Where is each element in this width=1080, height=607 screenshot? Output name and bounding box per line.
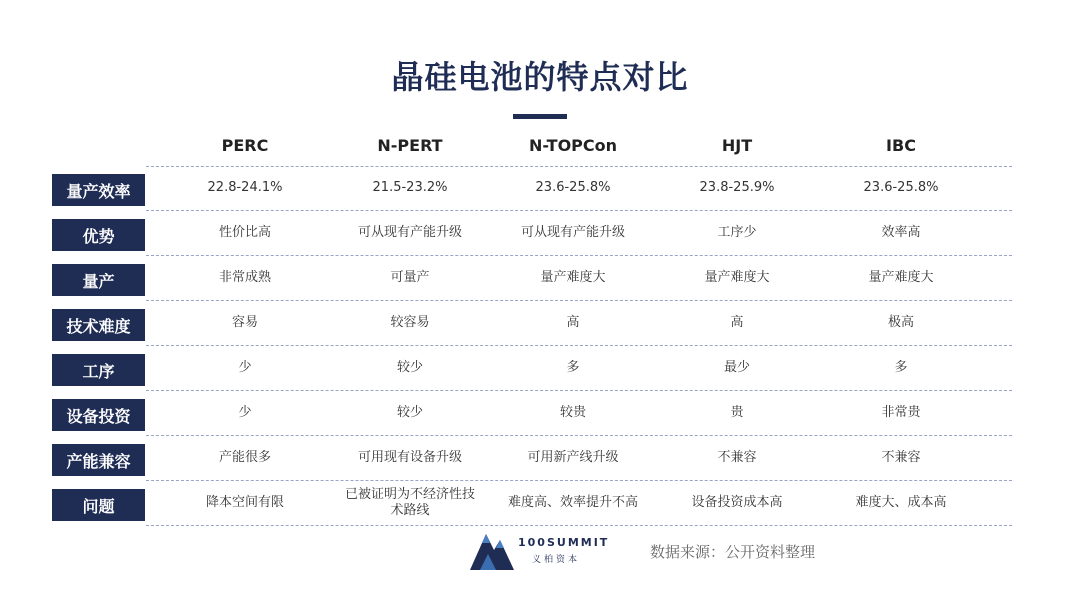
table-header xyxy=(0,136,1080,160)
table-cell: 最少 xyxy=(723,360,750,375)
table-cell: 23.6-25.8% xyxy=(535,180,611,195)
table-cell: 非常成熟 xyxy=(218,270,271,285)
table-cell: 非常贵 xyxy=(881,405,921,420)
table-cell: 不兼容 xyxy=(717,450,757,465)
column-header: N-PERT xyxy=(377,136,443,155)
table-cell: 极高 xyxy=(887,315,914,330)
table-cell: 多 xyxy=(566,360,580,375)
table-cell: 设备投资成本高 xyxy=(691,495,783,510)
table-cell: 23.8-25.9% xyxy=(699,180,775,195)
title-underline xyxy=(513,114,567,119)
row-label: 产能兼容 xyxy=(52,444,145,476)
row-label: 技术难度 xyxy=(52,309,145,341)
row-label: 工序 xyxy=(52,354,145,386)
table-row xyxy=(0,166,1080,210)
table-cell: 难度大、成本高 xyxy=(855,495,947,510)
page-title: 晶硅电池的特点对比 xyxy=(391,58,689,96)
logo-subtitle: 义柏资本 xyxy=(532,555,581,565)
row-label: 量产 xyxy=(52,264,145,296)
table-cell: 难度高、效率提升不高 xyxy=(507,495,638,510)
table-cell: 量产难度大 xyxy=(704,270,770,285)
table-cell: 22.8-24.1% xyxy=(207,180,283,195)
table-cell: 已被证明为不经济性技术路线 xyxy=(345,487,476,518)
row-divider xyxy=(146,525,1012,526)
table-row xyxy=(0,211,1080,255)
table-cell: 21.5-23.2% xyxy=(372,180,448,195)
table-cell: 容易 xyxy=(231,315,258,330)
row-label: 问题 xyxy=(52,489,145,521)
table-cell: 效率高 xyxy=(881,225,921,240)
row-label: 设备投资 xyxy=(52,399,145,431)
table-cell: 工序少 xyxy=(717,225,757,240)
data-source-note: 数据来源：公开资料整理 xyxy=(650,543,816,561)
column-header: N-TOPCon xyxy=(528,136,618,155)
table-cell: 可用现有设备升级 xyxy=(357,450,462,465)
brand-logo xyxy=(470,528,620,570)
row-label: 量产效率 xyxy=(52,174,145,206)
table-cell: 可从现有产能升级 xyxy=(357,225,462,240)
table-row xyxy=(0,256,1080,300)
table-cell: 产能很多 xyxy=(218,450,271,465)
logo-name: 100SUMMIT xyxy=(518,536,610,549)
table-cell: 23.6-25.8% xyxy=(863,180,939,195)
column-header: PERC xyxy=(221,136,269,155)
row-label: 优势 xyxy=(52,219,145,251)
table-row xyxy=(0,301,1080,345)
table-cell: 高 xyxy=(566,315,580,330)
column-header: IBC xyxy=(886,136,916,155)
mountain-logo-icon xyxy=(470,528,514,570)
table-cell: 量产难度大 xyxy=(868,270,934,285)
table-row xyxy=(0,346,1080,390)
table-cell: 不兼容 xyxy=(881,450,921,465)
table-cell: 较容易 xyxy=(390,315,430,330)
table-cell: 可量产 xyxy=(390,270,430,285)
table-cell: 较少 xyxy=(396,360,423,375)
table-cell: 可用新产线升级 xyxy=(527,450,619,465)
table-cell: 多 xyxy=(894,360,908,375)
table-cell: 高 xyxy=(730,315,744,330)
column-header: HJT xyxy=(721,136,753,155)
table-cell: 少 xyxy=(238,360,252,375)
table-cell: 降本空间有限 xyxy=(205,495,284,510)
table-row xyxy=(0,481,1080,525)
table-cell: 量产难度大 xyxy=(540,270,606,285)
table-cell: 性价比高 xyxy=(218,225,271,240)
table-row xyxy=(0,391,1080,435)
table-cell: 贵 xyxy=(730,405,744,420)
table-cell: 较少 xyxy=(396,405,423,420)
table-row xyxy=(0,436,1080,480)
table-cell: 可从现有产能升级 xyxy=(520,225,625,240)
table-cell: 较贵 xyxy=(559,405,586,420)
table-cell: 少 xyxy=(238,405,252,420)
